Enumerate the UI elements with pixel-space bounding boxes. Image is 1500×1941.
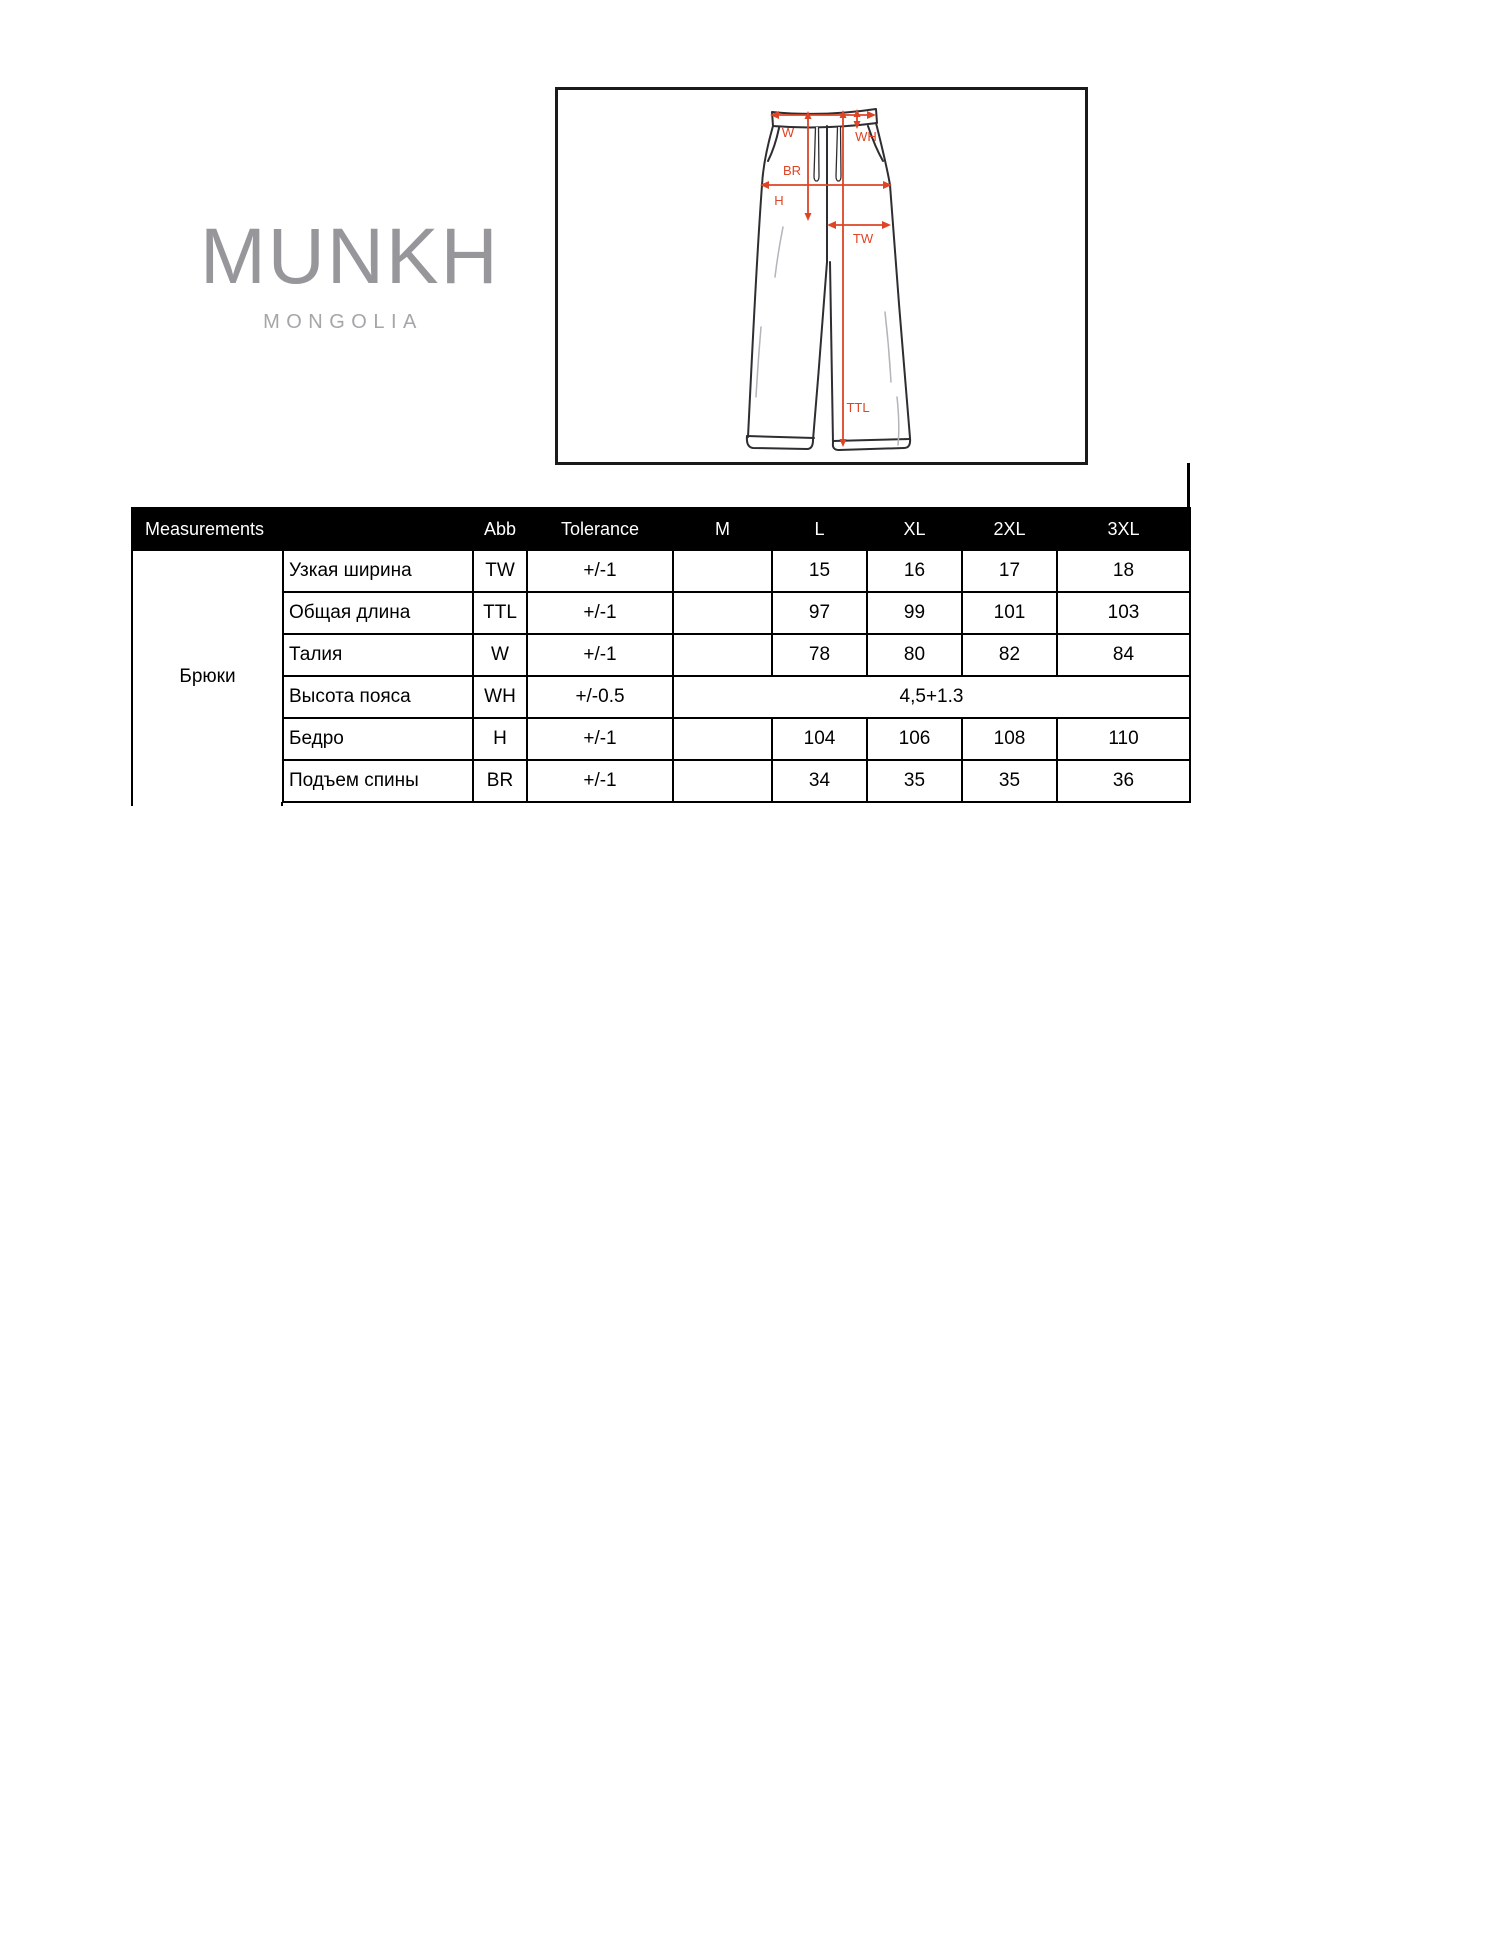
size-value-cell: 80 [867, 634, 962, 676]
pants-diagram-svg [555, 87, 1088, 465]
size-value-cell: 34 [772, 760, 867, 802]
dimension-tw [827, 221, 891, 246]
col-header-size-2xl: 2XL [962, 508, 1057, 550]
size-value-cell: 99 [867, 592, 962, 634]
dimension-ttl [840, 110, 870, 447]
size-value-cell: 97 [772, 592, 867, 634]
brand-name: MUNKH [200, 211, 500, 300]
table-row [132, 592, 1190, 634]
tolerance-cell: +/-1 [527, 592, 673, 634]
size-value-cell: 36 [1057, 760, 1190, 802]
abb-cell: WH [473, 676, 527, 718]
table-row [132, 634, 1190, 676]
size-value-cell: 106 [867, 718, 962, 760]
size-value-cell: 78 [772, 634, 867, 676]
size-value-cell: 108 [962, 718, 1057, 760]
size-chart-table [131, 507, 1191, 803]
size-value-cell: 35 [867, 760, 962, 802]
tolerance-cell: +/-1 [527, 550, 673, 592]
measurement-name-cell: Узкая ширина [283, 550, 473, 592]
tolerance-cell: +/-1 [527, 634, 673, 676]
dimension-label-h: H [774, 193, 784, 208]
abb-cell: TTL [473, 592, 527, 634]
border-stub-left [131, 802, 133, 806]
dimension-label-tw: TW [852, 231, 874, 246]
merged-size-value-cell: 4,5+1.3 [673, 676, 1190, 718]
drawstring-right [836, 127, 841, 181]
size-value-cell: 18 [1057, 550, 1190, 592]
abb-cell: BR [473, 760, 527, 802]
size-value-cell [673, 550, 772, 592]
abb-cell: TW [473, 550, 527, 592]
col-header-tolerance: Tolerance [527, 508, 673, 550]
tolerance-cell: +/-1 [527, 760, 673, 802]
size-value-cell: 110 [1057, 718, 1190, 760]
dimension-label-ttl: TTL [846, 400, 870, 415]
size-value-cell: 17 [962, 550, 1057, 592]
col-header-size-l: L [772, 508, 867, 550]
size-value-cell: 16 [867, 550, 962, 592]
left-hem-seam [747, 436, 814, 438]
abb-cell: H [473, 718, 527, 760]
page-edge-line [1187, 463, 1190, 509]
size-value-cell: 84 [1057, 634, 1190, 676]
left-outer-seam [748, 126, 773, 437]
shading-stroke [756, 327, 761, 397]
size-value-cell [673, 634, 772, 676]
measurement-name-cell: Высота пояса [283, 676, 473, 718]
measurement-name-cell: Талия [283, 634, 473, 676]
table-row [132, 676, 1190, 718]
size-value-cell: 101 [962, 592, 1057, 634]
size-value-cell: 15 [772, 550, 867, 592]
tolerance-cell: +/-1 [527, 718, 673, 760]
dimension-label-br: BR [782, 163, 802, 178]
measurement-name-cell: Бедро [283, 718, 473, 760]
size-value-cell [673, 718, 772, 760]
col-header-abb: Abb [473, 508, 527, 550]
drawstring-left [814, 127, 819, 181]
drawing-frame [557, 89, 1087, 464]
garment-group-cell: Брюки [132, 550, 283, 802]
left-inner-seam [813, 262, 827, 440]
table-row [132, 550, 1190, 592]
right-outer-seam [876, 123, 910, 438]
pants-outline-sketch [747, 109, 910, 450]
left-pocket [768, 128, 779, 161]
size-value-cell [673, 760, 772, 802]
dimension-label-wh: WH [855, 129, 877, 144]
size-value-cell: 104 [772, 718, 867, 760]
shading-stroke [775, 227, 783, 277]
col-header-size-3xl: 3XL [1057, 508, 1190, 550]
table-header-row [132, 508, 1190, 550]
brand-logo [200, 211, 500, 334]
dimension-label-w: W [781, 125, 795, 140]
abb-cell: W [473, 634, 527, 676]
col-header-size-m: M [673, 508, 772, 550]
shading-stroke [885, 312, 891, 382]
measurement-name-cell: Общая длина [283, 592, 473, 634]
shading-stroke [897, 397, 899, 445]
col-header-size-xl: XL [867, 508, 962, 550]
table-row [132, 760, 1190, 802]
border-stub-inner [281, 802, 283, 806]
size-value-cell: 103 [1057, 592, 1190, 634]
measurement-name-cell: Подъем спины [283, 760, 473, 802]
tolerance-cell: +/-0.5 [527, 676, 673, 718]
size-value-cell: 35 [962, 760, 1057, 802]
right-inner-seam [830, 262, 833, 443]
col-header-measurements: Measurements [132, 508, 473, 550]
size-value-cell: 82 [962, 634, 1057, 676]
size-value-cell [673, 592, 772, 634]
brand-subtitle: MONGOLIA [263, 311, 423, 333]
table-row [132, 718, 1190, 760]
pants-technical-drawing [555, 87, 1088, 465]
